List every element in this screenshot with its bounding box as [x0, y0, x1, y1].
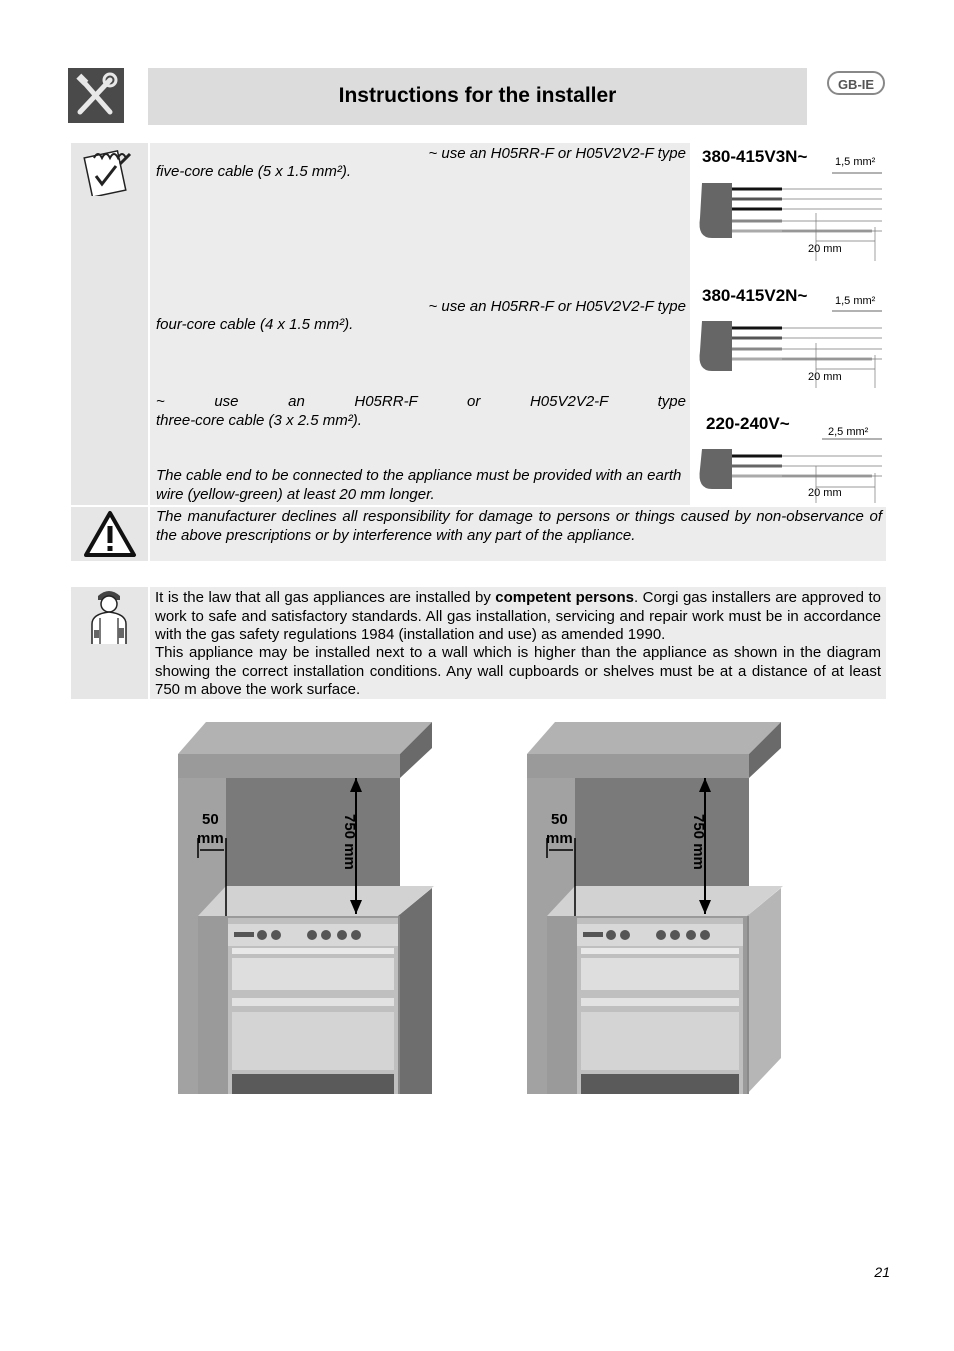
competent-persons-text: competent persons	[495, 589, 634, 606]
voltage-label-1: 380-415V3N~	[702, 147, 808, 166]
gas-para1-end: . Corgi gas installers are approved to work to safe and satisfactory standards. All gas installation, servicing and repair work must be in accordance with the gas safety regulations 1984 (installation and use) as amended 1990.	[155, 589, 881, 643]
country-badge: GB-IE	[827, 71, 885, 95]
three-core-line1: ~ use an H05RR-F or H05V2V2-F type	[156, 393, 686, 410]
five-core-line1: ~ use an H05RR-F or H05V2V2-F type	[428, 145, 686, 162]
cable-diagram-1	[692, 143, 886, 268]
length-label-1: 20 mm	[808, 243, 842, 255]
gauge-label-3: 2,5 mm²	[828, 426, 869, 438]
cable-diagram-3	[692, 411, 886, 505]
cable-diagrams	[692, 143, 886, 505]
length-label-3: 20 mm	[808, 487, 842, 499]
notepad-check-icon	[82, 146, 136, 196]
wall-clearance-paragraph: This appliance may be installed next to a wall which is higher than the appliance as shown in the diagram showing the correct installation conditions. Any wall cupboards or shelves must be at a distance of at least 750 m above the work surface.	[155, 644, 881, 698]
side-clearance-unit-right: mm	[546, 830, 573, 847]
five-core-line2: five-core cable (5 x 1.5 mm²).	[156, 163, 352, 180]
length-label-2: 20 mm	[808, 371, 842, 383]
four-core-line2: four-core cable (4 x 1.5 mm²).	[156, 316, 354, 333]
top-clearance-left: 750 mm	[341, 814, 358, 870]
side-clearance-value-left: 50	[202, 811, 219, 828]
gas-law-paragraph	[155, 589, 881, 645]
page-title: Instructions for the installer	[338, 84, 617, 107]
four-core-line1: ~ use an H05RR-F or H05V2V2-F type	[428, 298, 686, 315]
installer-person-icon	[82, 588, 136, 646]
warning-triangle-icon	[83, 510, 137, 558]
electrical-icon-panel	[71, 143, 148, 505]
three-core-line2: three-core cable (3 x 2.5 mm²).	[156, 412, 362, 429]
side-clearance-value-right: 50	[551, 811, 568, 828]
gauge-label-1: 1,5 mm²	[835, 156, 876, 168]
voltage-label-2: 380-415V2N~	[702, 286, 808, 305]
top-clearance-right: 750 mm	[690, 814, 707, 870]
side-clearance-unit-left: mm	[197, 830, 224, 847]
gauge-label-2: 1,5 mm²	[835, 295, 876, 307]
warning-text: The manufacturer declines all responsibility for damage to persons or things caused by non-observance of the above prescriptions or by interference with any part of the appliance.	[156, 508, 882, 544]
page-number: 21	[874, 1264, 890, 1280]
gas-para1-start: It is the law that all gas appliances are installed by	[155, 589, 496, 606]
installation-figure-right	[525, 718, 783, 1098]
voltage-label-3: 220-240V~	[706, 414, 790, 433]
earth-wire-note: The cable end to be connected to the appliance must be provided with an earth wire (yellow-green) at least 20 mm longer.	[156, 467, 682, 503]
cable-diagram-2	[692, 283, 886, 393]
tools-icon	[68, 68, 124, 123]
installation-figure-left	[176, 718, 434, 1098]
